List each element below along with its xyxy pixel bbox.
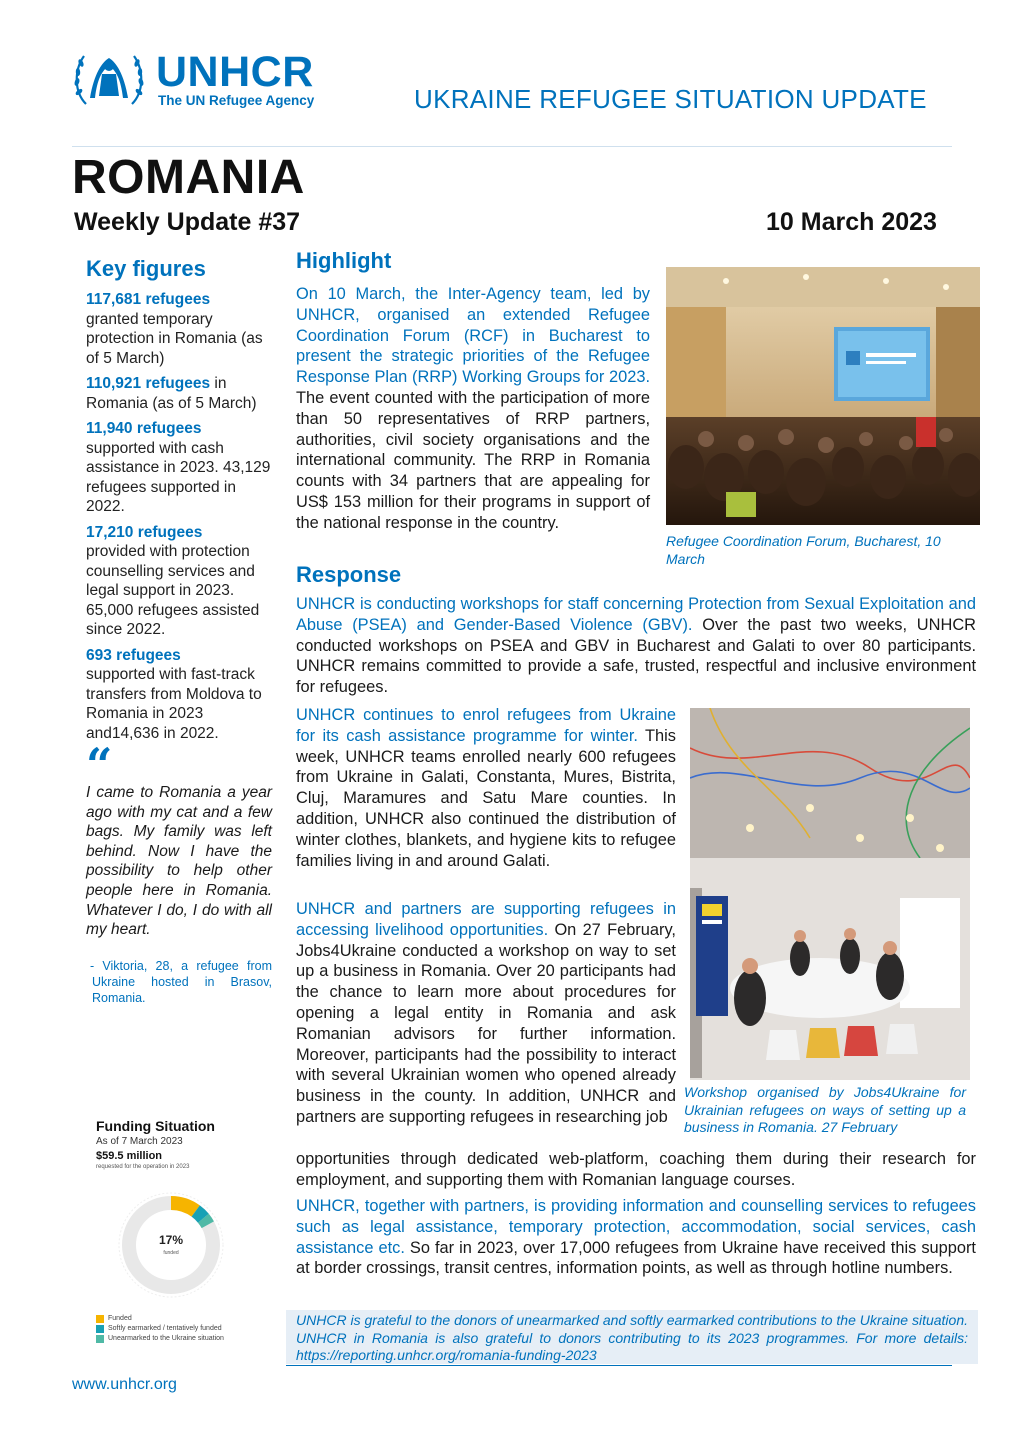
funding-situation xyxy=(96,1118,286,1342)
situation-title: UKRAINE REFUGEE SITUATION UPDATE xyxy=(414,84,927,114)
legend-item xyxy=(96,1334,286,1344)
funding-requested-note: requested for the operation in 2023 xyxy=(96,1164,190,1170)
donut-segment xyxy=(196,1211,204,1218)
response-body-livelihood: On 27 February, Jobs4Ukraine conducted a workshop on way to set up a business in Romania. Over 20 participants had the chance to learn more about procedures for opening a legal entity in Romania and ask Romanian advisors for further information. Moreover, participants had the possibility to interact with several Ukrainian women who opened already business in the county. In addition, UNHCR and partners are supporting refugees in researching job xyxy=(296,920,676,1126)
response-paragraph-psea xyxy=(296,594,976,698)
legend-swatch xyxy=(96,1325,104,1333)
workshop-photo-icon xyxy=(690,708,970,1080)
quote-mark-icon: “ xyxy=(86,738,113,792)
workshop-photo xyxy=(690,708,970,1080)
funding-title: Funding Situation xyxy=(96,1118,215,1134)
key-figure-value: 17,210 refugees xyxy=(86,523,203,541)
key-figures-title: Key figures xyxy=(86,256,206,281)
highlight-title: Highlight xyxy=(296,248,392,273)
unhcr-logo xyxy=(72,48,342,112)
conference-photo-caption: Refugee Coordination Forum, Bucharest, 10 March xyxy=(666,533,941,567)
left-sidebar xyxy=(86,256,272,1006)
legend-item xyxy=(96,1324,286,1334)
donors-note: UNHCR is grateful to the donors of unearmarked and softly earmarked contributions to the Ukraine situation. UNHCR in Romania is also grateful to donors contributing to its 2023 programmes. For more details: https://reporting.unhcr.org/romania-funding-2023 xyxy=(286,1310,978,1364)
key-figure xyxy=(86,290,272,368)
conference-photo xyxy=(666,267,980,525)
logo-wordmark: UNHCR xyxy=(156,48,314,96)
weekly-update-number: Weekly Update #37 xyxy=(74,208,301,236)
key-figure-text: provided with protection counselling services and legal support in 2023. 65,000 refugees assisted since 2022. xyxy=(86,543,260,638)
legend-swatch xyxy=(96,1335,104,1343)
response-paragraph-cash xyxy=(296,705,676,871)
response-paragraph-livelihood-tail: opportunities through dedicated web-platform, coaching them during their research for employment, and supporting them with Romanian language courses. xyxy=(296,1150,976,1189)
legend-label: Unearmarked to the Ukraine situation xyxy=(108,1335,224,1342)
key-figure xyxy=(86,374,272,413)
key-figure-text: granted temporary protection in Romania (as of 5 March) xyxy=(86,310,263,367)
response-body-psea: Over the past two weeks, UNHCR conducted workshops on PSEA and GBV in Bucharest and Galati to over 80 participants. UNHCR remains committed to provide a safe, trusted, respectful and inclusive environment for refugees. xyxy=(296,615,976,697)
donut-segment xyxy=(171,1203,196,1211)
key-figure-value: 110,921 refugees xyxy=(86,375,211,392)
highlight-paragraph xyxy=(296,284,650,534)
response-paragraph-counselling xyxy=(296,1196,976,1279)
donut-percent-sub: funded xyxy=(163,1250,179,1256)
key-figure xyxy=(86,646,272,744)
response-paragraph-livelihood xyxy=(296,899,676,1128)
funding-legend xyxy=(96,1314,286,1344)
funding-amount: $59.5 million xyxy=(96,1150,163,1162)
legend-label: Funded xyxy=(108,1315,132,1322)
footer-divider xyxy=(286,1365,952,1366)
response-lead-livelihood: UNHCR and partners are supporting refugees in accessing livelihood opportunities. xyxy=(296,900,676,939)
logo-subtitle: The UN Refugee Agency xyxy=(158,93,315,108)
funding-donut-chart xyxy=(116,1190,226,1300)
header-divider xyxy=(72,146,952,147)
response-lead-psea: UNHCR is conducting workshops for staff concerning Protection from Sexual Exploitation and Abuse (PSEA) and Gender-Based Violence (GBV). xyxy=(296,595,976,634)
key-figure-value: 693 refugees xyxy=(86,646,181,664)
donut-percent-label: 17% xyxy=(158,1233,184,1247)
website-link[interactable]: www.unhcr.org xyxy=(72,1376,177,1393)
workshop-photo-caption: Workshop organised by Jobs4Ukraine for Ukrainian refugees on ways of setting up a business in Romania. 27 February xyxy=(684,1084,966,1135)
conference-photo-icon xyxy=(666,267,980,525)
legend-label: Softly earmarked / tentatively funded xyxy=(108,1325,222,1332)
quote-attribution: - Viktoria, 28, a refugee from Ukraine hosted in Brasov, Romania. xyxy=(90,958,272,1005)
update-date: 10 March 2023 xyxy=(766,208,937,236)
highlight-lead: On 10 March, the Inter-Agency team, led by UNHCR, organised an extended Refugee Coordination Forum (RCF) in Bucharest to present the strategic priorities of the Refugee Response Plan (RRP) Working Groups for 2023. xyxy=(296,285,650,387)
response-lead-cash: UNHCR continues to enrol refugees from Ukraine for its cash assistance programme for winter. xyxy=(296,706,676,745)
legend-item xyxy=(96,1314,286,1324)
key-figure-value: 11,940 refugees xyxy=(86,420,202,437)
key-figure-value: 117,681 refugees xyxy=(86,291,211,308)
key-figure-text: supported with cash assistance in 2023. 43,129 refugees supported in 2022. xyxy=(86,439,271,515)
key-figure-text: in Romania (as of 5 March) xyxy=(86,375,257,412)
response-body-counselling: So far in 2023, over 17,000 refugees from Ukraine have received this support at border crossings, transit centres, information points, as well as through hotline numbers. xyxy=(296,1238,976,1278)
response-lead-counselling: UNHCR, together with partners, is providing information and counselling services to refugees such as legal assistance, temporary protection, accommodation, social services, cash assistance etc. xyxy=(296,1197,976,1257)
key-figure xyxy=(86,419,272,517)
key-figure-text: supported with fast-track transfers from Moldova to Romania in 2023 and14,636 in 2022. xyxy=(86,666,262,742)
highlight-body: The event counted with the participation of more than 50 representatives of RRP partners, authorities, civil society organisations and the international community. The RRP in Romania counts with 34 partners that are appealing for US$ 153 million for their programs in support of the national response in the country. xyxy=(296,388,650,532)
country-title: ROMANIA xyxy=(72,151,305,204)
unhcr-laurel-emblem-icon xyxy=(72,48,146,110)
response-title: Response xyxy=(296,562,402,587)
key-figure xyxy=(86,523,272,640)
donut-segment xyxy=(203,1218,207,1225)
funding-as-of: As of 7 March 2023 xyxy=(96,1136,183,1147)
response-body-cash: This week, UNHCR teams enrolled nearly 600 refugees from Ukraine in Galati, Constanta, Mures, Bistrita, Cluj, Maramures and Satu Mare counties. In addition, UNHCR also continued the distribution of winter clothes, blankets, and hygiene kits to refugee families living in and around Galati. xyxy=(296,726,676,870)
refugee-quote: I came to Romania a year ago with my cat and a few bags. My family was left behind. Now I have the possibility to help other people here in Romania. Whatever I do, I do with all my heart. xyxy=(86,784,272,939)
legend-swatch xyxy=(96,1315,104,1323)
